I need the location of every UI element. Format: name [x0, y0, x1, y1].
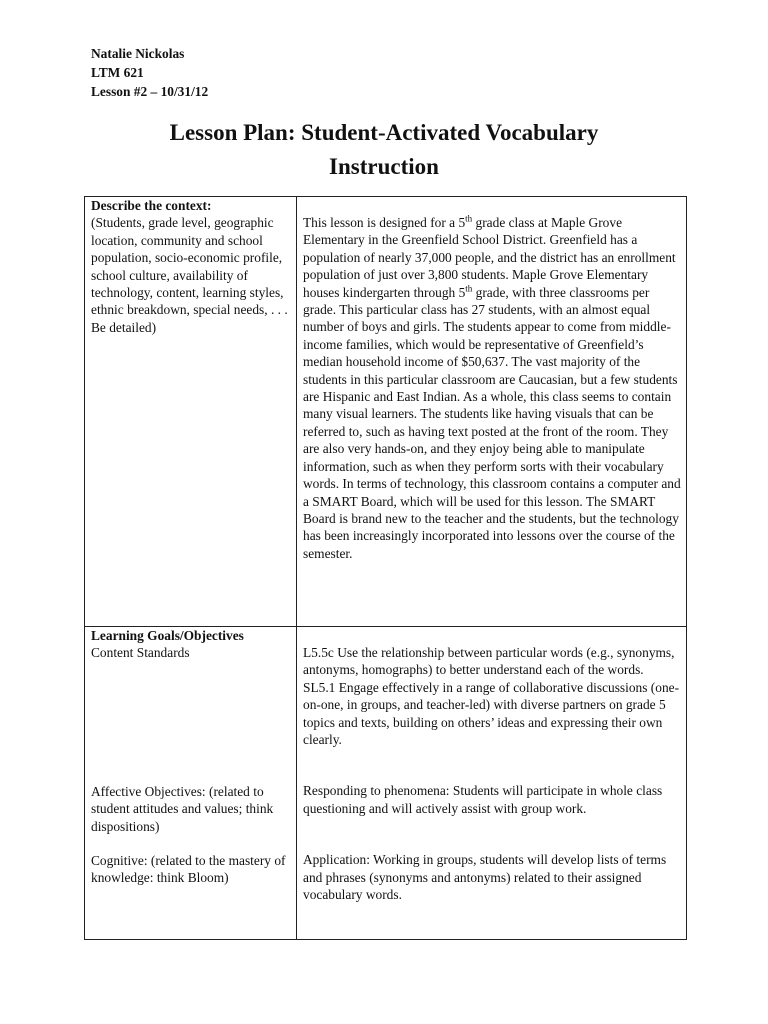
context-prompt: (Students, grade level, geographic location, community and school population, socio-economic profile, school culture, availability of technology, content, learning styles, ethnic breakdown, special needs, . . . Be detailed)	[91, 215, 288, 335]
document-header	[91, 44, 208, 101]
context-row	[85, 197, 687, 627]
title-line-1: Lesson Plan: Student-Activated Vocabulary	[169, 120, 599, 145]
affective-objectives-label: Affective Objectives: (related to student attitudes and values; think dispositions)	[91, 783, 274, 834]
goals-row	[85, 627, 687, 940]
goals-text-cell	[297, 627, 687, 940]
cognitive-label: Cognitive: (related to the mastery of knowledge: think Bloom)	[91, 853, 286, 886]
affective-objective-text: Responding to phenomena: Students will participate in whole class questioning and will actively assist with group work.	[303, 783, 663, 816]
course-code: LTM 621	[91, 65, 144, 80]
superscript-th: th	[465, 213, 473, 224]
content-standards-label: Content Standards	[91, 645, 190, 661]
author-name: Natalie Nickolas	[91, 46, 185, 61]
goals-label: Learning Goals/Objectives	[91, 628, 244, 643]
goals-label-cell	[85, 627, 297, 940]
lesson-number-date: Lesson #2 – 10/31/12	[91, 84, 209, 99]
context-label: Describe the context:	[91, 198, 212, 213]
content-standard-sl5: SL5.1 Engage effectively in a range of collaborative discussions (one-on-one, in groups, and teacher-led) with diverse partners on grade 5 topics and texts, building on others’ ideas and expressing their own clearly.	[303, 679, 680, 748]
context-label-cell	[85, 197, 297, 627]
context-text: This lesson is designed for a 5th grade class at Maple Grove Elementary in the Greenfield School District. Greenfield has a population of nearly 37,000 people, and the district has an enrollment population of just over 3,800 students. Maple Grove Elementary houses kindergarten through 5th grade, with three classrooms per grade. This particular class has 27 students, with an almost equal number of boys and girls. The students appear to come from middle-income families, which would be representative of Greenfield’s median household income of $50,637. The vast majority of the students in this particular classroom are Caucasian, but a few students are Hispanic and East Indian. As a whole, this class seems to contain many visual learners. The students like having visuals that can be referred to, such as having text posted at the front of the room. They are also very hands-on, and they enjoy being able to manipulate information, such as when they perform sorts with their vocabulary words. In terms of technology, this classroom contains a computer and a SMART Board, which will be used for this lesson. The SMART Board is brand new to the teacher and the students, but the technology has been increasingly incorporated into lessons over the course of the semester.	[303, 213, 681, 561]
lesson-plan-table	[84, 196, 687, 940]
title-line-2: Instruction	[329, 154, 439, 179]
page-title	[0, 116, 768, 184]
content-standard-l5: L5.5c Use the relationship between particular words (e.g., synonyms, antonyms, homographs) to better understand each of the words.	[303, 645, 675, 678]
superscript-th: th	[465, 283, 473, 294]
cognitive-objective-text: Application: Working in groups, students will develop lists of terms and phrases (synonyms and antonyms) related to their assigned vocabulary words.	[303, 852, 667, 903]
context-text-cell	[297, 197, 687, 627]
